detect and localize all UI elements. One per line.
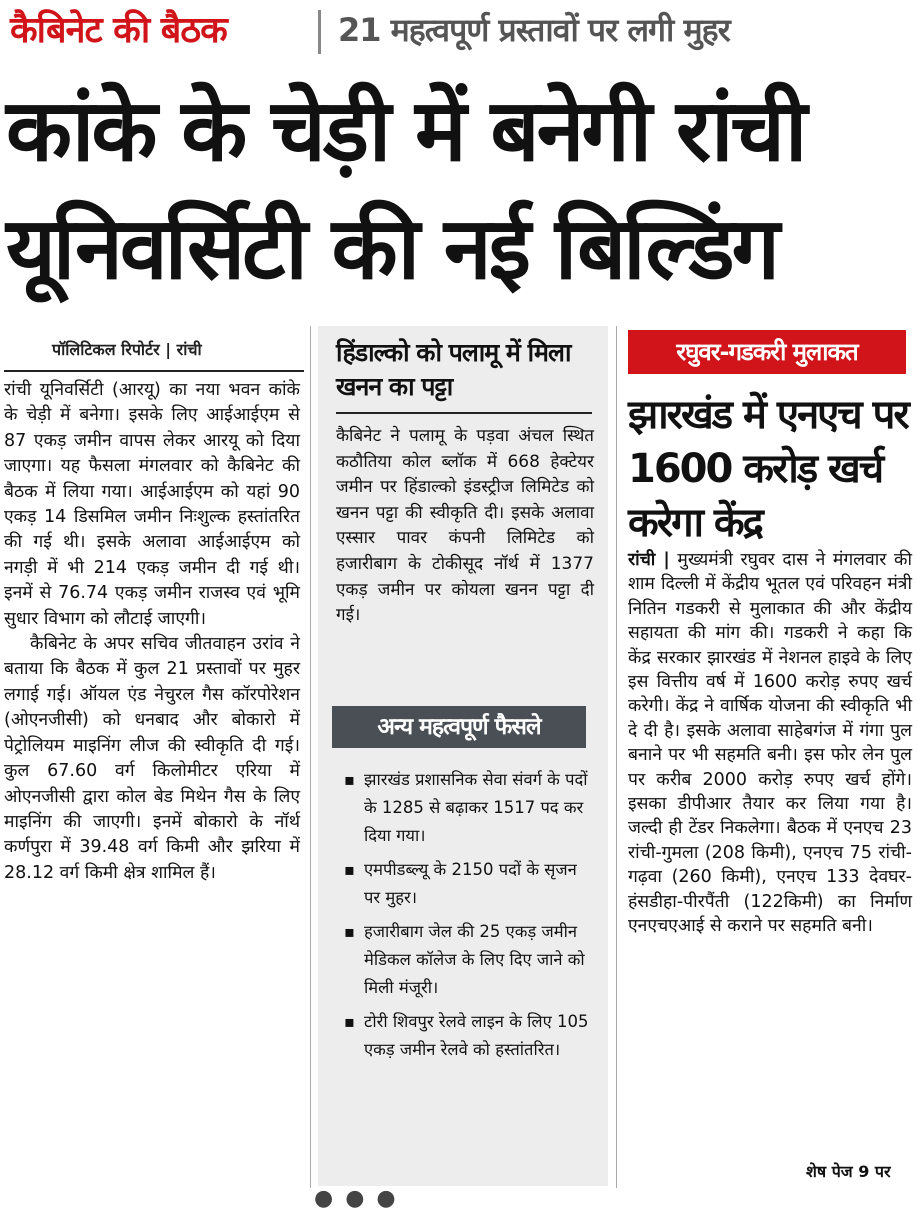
main-story-paragraph-1: रांची यूनिवर्सिटी (आरयू) का नया भवन कांके के चेड़ी में बनेगा। इसके लिए आईआईएम से 87 एकड़ जमीन वापस लेकर आरयू को दिया जाएगा। यह फैसला मंगलवार को कैबिनेट की बैठक में लिया गया। आईआईएम को यहां 90 एकड़ 14 डिसमिल जमीन निःशुल्क हस्तांतरित की गई थी। इसके अलावा आईआईएम को नगड़ी में भी 214 एकड़ जमीन दी गई थी। इनमें से 76.74 एकड़ जमीन राजस्व एवं भूमि सुधार विभाग को लौटाई जाएगी। <box>4 380 300 629</box>
continued-on-page: शेष पेज 9 पर <box>800 1160 891 1182</box>
main-story-paragraph-2: कैबिनेट के अपर सचिव जीतवाहन उरांव ने बताया कि बैठक में कुल 21 प्रस्तावों पर मुहर लगाई गई। ऑयल एंड नेचुरल गैस कॉरपोरेशन (ओएनजीसी) को धनबाद और बोकारो में पेट्रोलियम माइनिंग लीज की स्वीकृति दी गई। कुल 67.60 वर्ग किलोमीटर एरिया में ओएनजीसी द्वारा कोल बेड मिथेन गैस के लिए माइनिंग की जाएगी। इनमें बोकारो के नॉर्थ कर्णपुरा में 39.48 वर्ग किमी और झरिया में 28.12 वर्ग किमी क्षेत्र शामिल हैं। <box>4 634 300 883</box>
byline-rule <box>4 370 304 372</box>
right-story-tag: रघुवर-गडकरी मुलाकत <box>628 330 906 374</box>
column-divider-right <box>616 326 617 1188</box>
list-item: ▪ हजारीबाग जेल की 25 एकड़ जमीन मेडिकल कॉलेज के लिए दिए जाने को मिली मंजूरी। <box>336 918 594 1002</box>
right-story-body <box>628 548 912 939</box>
sidebar-body <box>336 424 594 629</box>
main-headline <box>6 72 912 308</box>
other-decisions-banner: अन्य महत्वपूर्ण फैसले <box>332 706 586 748</box>
column-divider-left <box>310 326 311 1188</box>
headline-line-2: यूनिवर्सिटी की नई बिल्डिंग <box>6 199 777 299</box>
dateline: रांची | <box>628 550 670 570</box>
kicker-bar <box>0 0 918 62</box>
decorative-dots: ●●● <box>314 1186 408 1211</box>
right-story-headline: झारखंड में एनएच पर 1600 करोड़ खर्च करेगा केंद्र <box>628 392 908 546</box>
kicker-divider <box>318 10 321 54</box>
sidebar-headline: हिंडाल्को को पलामू में मिला खनन का पट्टा <box>336 338 571 401</box>
sidebar-rule <box>336 412 592 414</box>
list-item: ▪ टोरी शिवपुर रेलवे लाइन के लिए 105 एकड़ जमीन रेलवे को हस्तांतरित। <box>336 1008 594 1064</box>
section-subkicker: 21 महत्वपूर्ण प्रस्तावों पर लगी मुहर <box>338 11 730 49</box>
list-item: ▪ झारखंड प्रशासनिक सेवा संवर्ग के पदों के 1285 से बढ़ाकर 1517 पद कर दिया गया। <box>336 766 594 850</box>
section-kicker: कैबिनेट की बैठक <box>10 10 227 51</box>
byline: पॉलिटिकल रिपोर्टर | रांची <box>52 340 202 359</box>
headline-line-1: कांके के चेड़ी में बनेगी रांची <box>6 81 805 181</box>
sidebar-paragraph: कैबिनेट ने पलामू के पड़वा अंचल स्थित कठौतिया कोल ब्लॉक में 668 हेक्टेयर जमीन पर हिंडाल्को इंडस्ट्रीज लिमिटेड को खनन पट्टा की स्वीकृति दी। इसके अलावा एस्सार पावर कंपनी लिमिटेड को हजारीबाग के टोकीसूद नॉर्थ में 1377 एकड़ जमीन पर कोयला खनन पट्टा दी गई। <box>336 426 594 626</box>
decisions-list <box>336 766 594 1070</box>
right-story-text: मुख्यमंत्री रघुवर दास ने मंगलवार की शाम दिल्ली में केंद्रीय भूतल एवं परिवहन मंत्री नितिन गडकरी से मुलाकात की और केंद्रीय सहायता की मांग की। गडकरी ने कहा कि केंद्र सरकार झारखंड में नेशनल हाइवे के लिए इस वित्तीय वर्ष में 1600 करोड़ रुपए खर्च करेगी। केंद्र ने वार्षिक योजना की स्वीकृति भी दे दी है। इसके अलावा साहेबगंज में गंगा पुल बनाने पर भी सहमति बनी। इस फोर लेन पुल पर करीब 2000 करोड़ रुपए खर्च होंगे। इसका डीपीआर तैयार कर लिया गया है। जल्दी ही टेंडर निकलेगा। बैठक में एनएच 23 रांची-गुमला (208 किमी), एनएच 75 रांची-गढ़वा (260 किमी), एनएच 133 देवघर-हंसडीहा-पीरपैंती (122किमी) का निर्माण एनएचएआई से कराने पर सहमति बनी। <box>628 550 912 937</box>
list-item: ▪ एमपीडब्ल्यू के 2150 पदों के सृजन पर मुहर। <box>336 856 594 912</box>
main-story-body <box>4 378 300 886</box>
